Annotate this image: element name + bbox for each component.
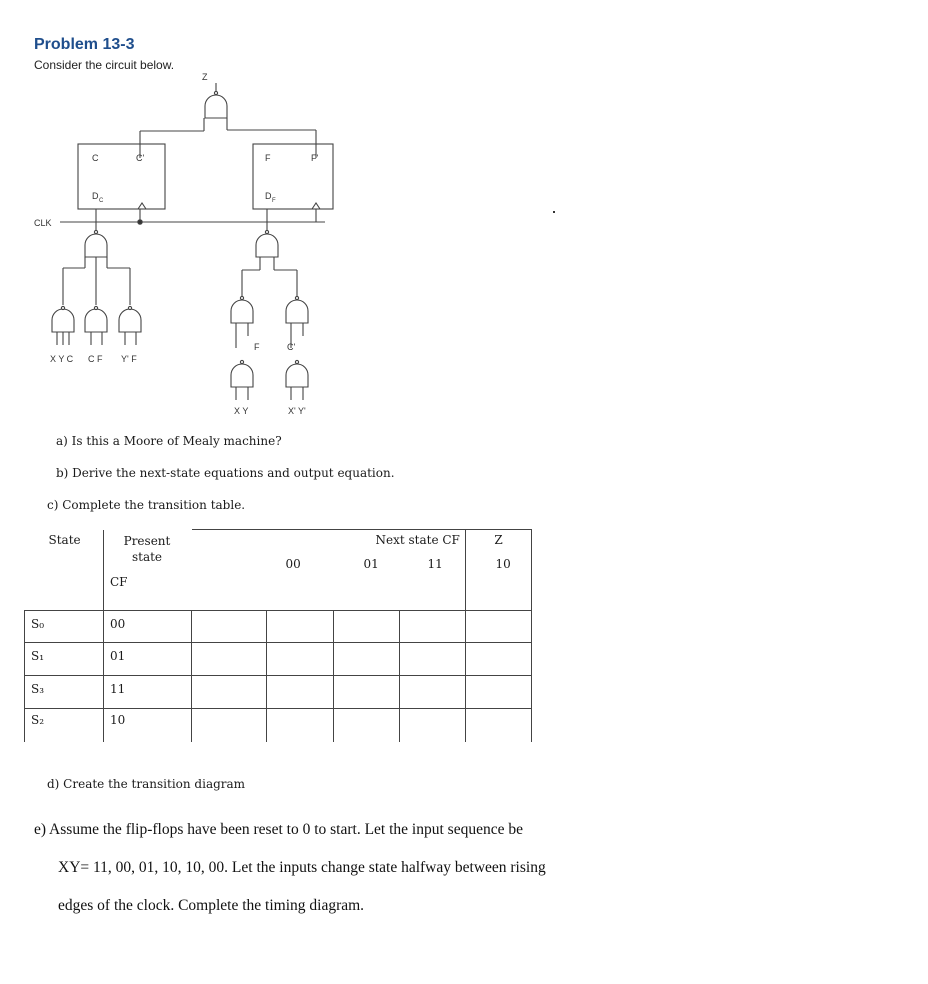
question-a: a) Is this a Moore of Mealy machine?	[56, 434, 282, 448]
xy-inputs: X Y	[234, 406, 249, 416]
input-10-header: 10	[495, 557, 511, 571]
circuit-diagram	[0, 0, 600, 430]
input-01-header: 01	[363, 557, 379, 571]
question-d: d) Create the transition diagram	[47, 777, 246, 791]
input-11-header: 11	[427, 557, 443, 571]
table-row	[25, 709, 532, 742]
next-state-cell[interactable]	[267, 611, 334, 643]
cf-subheader: CF	[110, 574, 128, 589]
clk-label: CLK	[34, 218, 52, 228]
right-gate-f-input: F	[254, 342, 260, 352]
next-state-cell[interactable]	[192, 709, 267, 742]
z-cell[interactable]	[466, 643, 532, 676]
gate3-inputs: Y' F	[121, 354, 137, 364]
next-state-cell[interactable]	[400, 611, 466, 643]
next-state-cell[interactable]	[192, 643, 267, 676]
fff-d-label: D	[265, 191, 272, 201]
state-cell: S₀	[25, 611, 104, 643]
table-row	[25, 676, 532, 709]
next-state-cell[interactable]	[192, 611, 267, 643]
right-gate-cbar-input: C'	[287, 342, 296, 352]
next-state-header: Next state CF	[375, 533, 460, 547]
table-header-row	[25, 530, 532, 611]
next-state-cell[interactable]	[267, 676, 334, 709]
next-state-cell[interactable]	[334, 611, 400, 643]
cf-cell: 10	[104, 709, 192, 742]
z-cell[interactable]	[466, 676, 532, 709]
question-b: b) Derive the next-state equations and output equation.	[56, 466, 395, 480]
right-and-gate	[256, 234, 278, 257]
table-row	[25, 611, 532, 643]
ffc-q-label: C	[92, 153, 99, 163]
ffc-d-sub: C	[99, 198, 104, 204]
state-cell: S₂	[25, 709, 104, 742]
fff-qbar-label: F'	[311, 153, 319, 163]
state-cell: S₁	[25, 643, 104, 676]
table-row	[25, 643, 532, 676]
cf-cell: 00	[104, 611, 192, 643]
z-header: Z	[494, 533, 503, 547]
left-and-gate	[85, 234, 107, 257]
cf-cell: 01	[104, 643, 192, 676]
page-subtitle: Consider the circuit below.	[34, 58, 175, 72]
stray-dot	[553, 211, 555, 213]
z-cell[interactable]	[466, 709, 532, 742]
next-state-header-cell	[192, 530, 511, 611]
gate2-inputs: C F	[88, 354, 103, 364]
question-c: c) Complete the transition table.	[47, 498, 246, 512]
next-state-cell[interactable]	[192, 676, 267, 709]
input-00-header: 00	[285, 557, 301, 571]
present-state-header: Present state	[123, 533, 171, 564]
state-header-cell	[25, 530, 104, 611]
ffc-qbar-label: C'	[136, 153, 145, 163]
fff-q-label: F	[265, 153, 271, 163]
cf-cell: 11	[104, 676, 192, 709]
question-e-line1: e) Assume the flip-flops have been reset to 0 to start. Let the input sequence be	[34, 821, 523, 838]
next-state-cell[interactable]	[400, 643, 466, 676]
question-e-line2: XY= 11, 00, 01, 10, 10, 00. Let the inputs change state halfway between rising	[58, 859, 546, 876]
state-cell: S₃	[25, 676, 104, 709]
next-state-cell[interactable]	[267, 643, 334, 676]
next-state-cell[interactable]	[334, 643, 400, 676]
state-header: State	[48, 532, 81, 547]
transition-table	[24, 529, 532, 742]
question-e-line3: edges of the clock. Complete the timing diagram.	[58, 897, 365, 914]
fff-d-sub: F	[272, 198, 276, 204]
output-and-gate	[205, 95, 227, 118]
gate1-inputs: X Y C	[50, 354, 74, 364]
next-state-cell[interactable]	[334, 676, 400, 709]
next-state-cell[interactable]	[267, 709, 334, 742]
page-title: Problem 13-3	[34, 36, 135, 53]
z-cell[interactable]	[466, 611, 532, 643]
ffc-d-label: D	[92, 191, 99, 201]
present-state-header-cell	[104, 530, 192, 611]
output-z-label: Z	[202, 72, 208, 82]
next-state-cell[interactable]	[334, 709, 400, 742]
next-state-cell[interactable]	[400, 676, 466, 709]
xbar-ybar-inputs: X' Y'	[288, 406, 306, 416]
next-state-cell[interactable]	[400, 709, 466, 742]
